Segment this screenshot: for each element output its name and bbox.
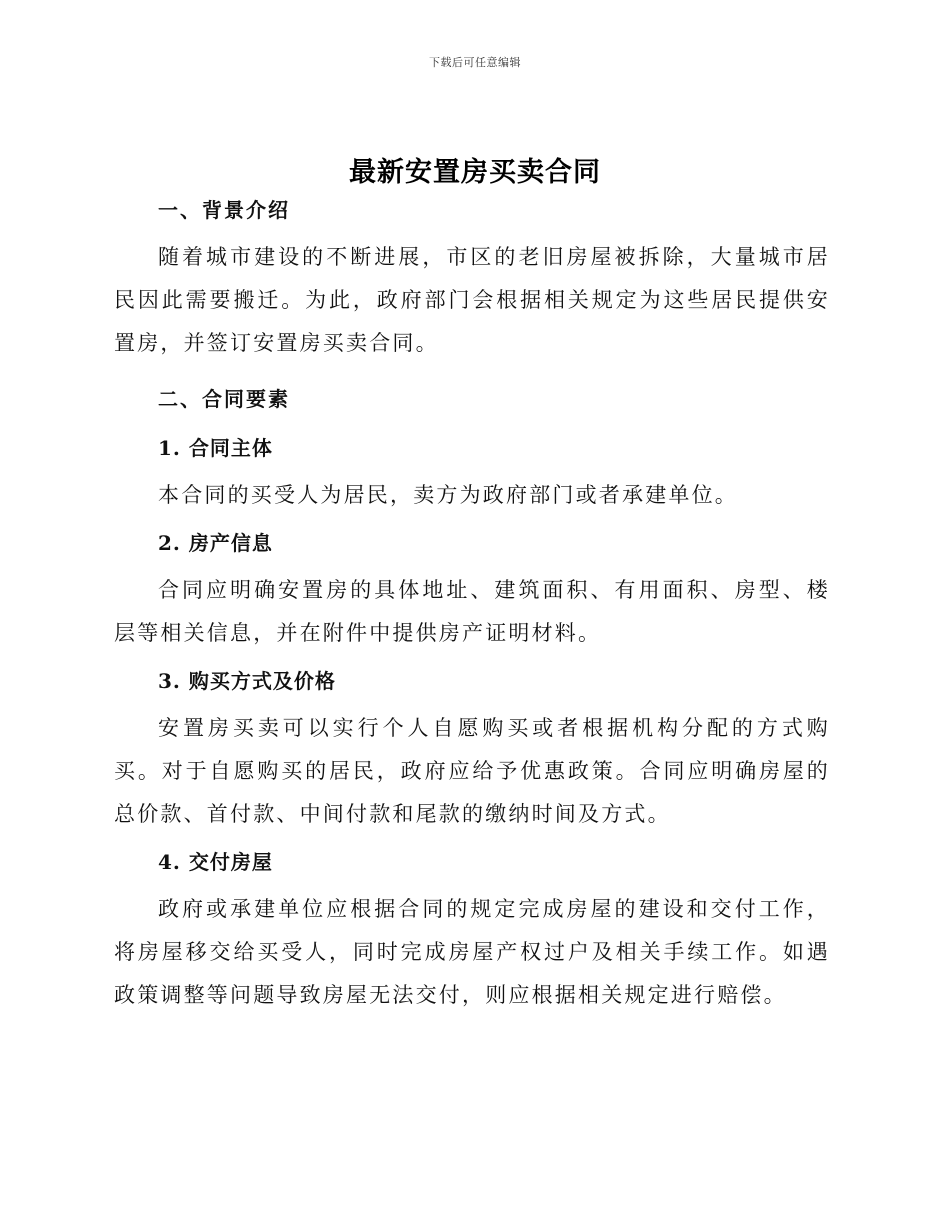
item-paragraph-property-info: 合同应明确安置房的具体地址、建筑面积、有用面积、房型、楼层等相关信息，并在附件中提供房产证明材料。 <box>114 578 830 645</box>
document-title: 最新安置房买卖合同 <box>349 157 601 188</box>
item-heading-contract-parties: 1. 合同主体 <box>158 436 273 460</box>
section-paragraph-background: 随着城市建设的不断进展，市区的老旧房屋被拆除，大量城市居民因此需要搬迁。为此，政府部门会根据相关规定为这些居民提供安置房，并签订安置房买卖合同。 <box>114 245 830 355</box>
item-paragraph-house-delivery: 政府或承建单位应根据合同的规定完成房屋的建设和交付工作，将房屋移交给买受人，同时完成房屋产权过户及相关手续工作。如遇政策调整等问题导致房屋无法交付，则应根据相关规定进行赔偿。 <box>114 897 830 1007</box>
item-paragraph-purchase-method-price: 安置房买卖可以实行个人自愿购买或者根据机构分配的方式购买。对于自愿购买的居民，政府应给予优惠政策。合同应明确房屋的总价款、首付款、中间付款和尾款的缴纳时间及方式。 <box>114 716 830 826</box>
section-heading-background: 一、背景介绍 <box>158 198 290 222</box>
header-note: 下载后可任意编辑 <box>429 56 521 69</box>
item-heading-house-delivery: 4. 交付房屋 <box>158 850 273 874</box>
document-body <box>114 195 830 1017</box>
item-paragraph-contract-parties: 本合同的买受人为居民，卖方为政府部门或者承建单位。 <box>158 483 738 507</box>
item-heading-property-info: 2. 房产信息 <box>158 531 273 555</box>
item-heading-purchase-method-price: 3. 购买方式及价格 <box>158 669 336 693</box>
section-heading-contract-elements: 二、合同要素 <box>158 387 290 411</box>
